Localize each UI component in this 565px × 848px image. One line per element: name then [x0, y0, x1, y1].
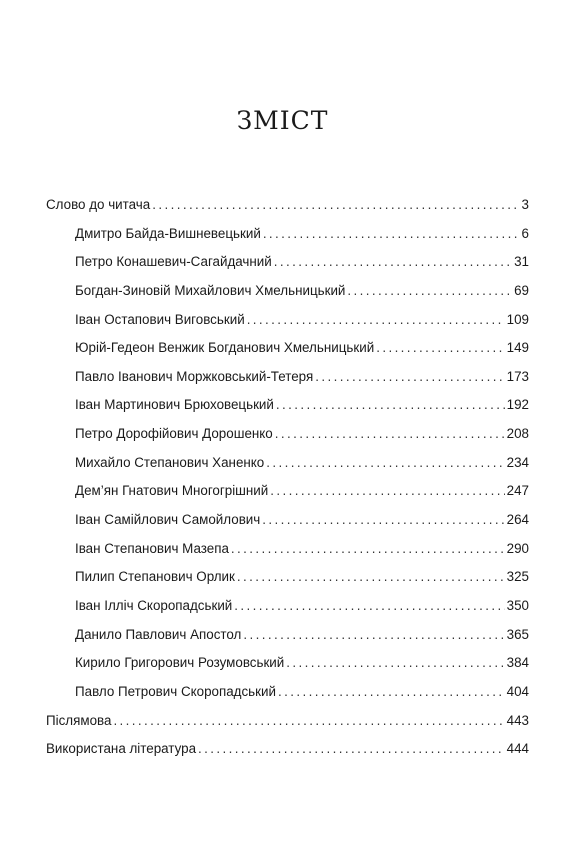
toc-entry	[46, 541, 529, 570]
toc-entry-label: Михайло Степанович Ханенко	[75, 454, 265, 470]
dot-leader	[263, 226, 520, 241]
toc-entry	[46, 426, 529, 455]
toc-entry	[46, 569, 529, 598]
table-of-contents	[46, 197, 529, 770]
dot-leader	[152, 197, 519, 212]
toc-entry-label: Дмитро Байда-Вишневецький	[75, 225, 261, 241]
toc-entry-page-number: 444	[506, 741, 529, 757]
dot-leader	[247, 312, 505, 327]
toc-entry-label: Павло Іванович Моржковський-Тетеря	[75, 368, 314, 384]
toc-entry-page-number: 404	[506, 683, 529, 699]
dot-leader	[243, 627, 504, 642]
toc-entry-page-number: 350	[506, 597, 529, 613]
toc-entry-label: Іван Остапович Виговський	[75, 311, 245, 327]
toc-entry	[46, 713, 529, 742]
toc-entry-label: Іван Самійлович Самойлович	[75, 512, 261, 528]
toc-entry	[46, 369, 529, 398]
toc-entry-page-number: 69	[514, 282, 529, 298]
toc-entry	[46, 512, 529, 541]
toc-entry	[46, 226, 529, 255]
dot-leader	[274, 254, 512, 269]
toc-entry-label: Іван Степанович Мазепа	[75, 540, 229, 556]
toc-entry	[46, 655, 529, 684]
toc-entry	[46, 741, 529, 770]
dot-leader	[315, 369, 504, 384]
toc-entry-page-number: 6	[521, 225, 529, 241]
toc-entry-label: Іван Мартинович Брюховецький	[75, 397, 274, 413]
toc-entry	[46, 455, 529, 484]
dot-leader	[275, 426, 505, 441]
toc-entry-label: Данило Павлович Апостол	[75, 626, 242, 642]
toc-entry	[46, 684, 529, 713]
toc-entry-label: Кирило Григорович Розумовський	[75, 655, 285, 671]
toc-entry-page-number: 325	[506, 569, 529, 585]
toc-entry-page-number: 173	[506, 368, 529, 384]
toc-entry-label: Павло Петрович Скоропадський	[75, 683, 276, 699]
dot-leader	[231, 541, 505, 556]
toc-entry-label: Петро Конашевич-Сагайдачний	[75, 254, 272, 270]
page-title: ЗМІСТ	[236, 106, 329, 135]
toc-entry-page-number: 365	[506, 626, 529, 642]
toc-entry	[46, 340, 529, 369]
dot-leader	[270, 483, 504, 498]
toc-entry	[46, 312, 529, 341]
toc-entry	[46, 283, 529, 312]
toc-entry	[46, 627, 529, 656]
toc-entry-label: Петро Дорофійович Дорошенко	[75, 426, 273, 442]
dot-leader	[198, 741, 505, 756]
toc-entry-page-number: 264	[506, 512, 529, 528]
toc-entry-label: Дем’ян Гнатович Многогрішний	[75, 483, 269, 499]
toc-entry-page-number: 384	[506, 655, 529, 671]
dot-leader	[347, 283, 512, 298]
toc-entry-page-number: 247	[506, 483, 529, 499]
dot-leader	[262, 512, 504, 527]
toc-entry	[46, 598, 529, 627]
toc-entry-label: Слово до читача	[46, 197, 151, 212]
toc-entry-label: Післямова	[46, 712, 112, 728]
dot-leader	[278, 684, 505, 699]
toc-entry	[46, 397, 529, 426]
toc-entry-page-number: 192	[506, 397, 529, 413]
toc-entry-page-number: 443	[506, 712, 529, 728]
dot-leader	[376, 340, 504, 355]
toc-entry-label: Богдан-Зиновій Михайлович Хмельницький	[75, 282, 346, 298]
toc-entry	[46, 483, 529, 512]
toc-entry	[46, 197, 529, 226]
dot-leader	[286, 655, 504, 670]
toc-entry-label: Іван Ілліч Скоропадський	[75, 597, 233, 613]
dot-leader	[113, 713, 504, 728]
dot-leader	[234, 598, 504, 613]
toc-entry-label: Пилип Степанович Орлик	[75, 569, 235, 585]
toc-entry-label: Використана література	[46, 741, 197, 757]
dot-leader	[237, 569, 505, 584]
toc-entry-page-number: 31	[514, 254, 529, 270]
toc-entry-page-number: 149	[506, 340, 529, 356]
toc-entry-label: Юрій-Гедеон Венжик Богданович Хмельницький	[75, 340, 375, 356]
toc-entry-page-number: 290	[506, 540, 529, 556]
toc-entry-page-number: 234	[506, 454, 529, 470]
toc-entry	[46, 254, 529, 283]
dot-leader	[276, 397, 505, 412]
toc-entry-page-number: 208	[506, 426, 529, 442]
dot-leader	[266, 455, 504, 470]
toc-entry-page-number: 109	[506, 311, 529, 327]
toc-entry-page-number: 3	[521, 197, 529, 212]
